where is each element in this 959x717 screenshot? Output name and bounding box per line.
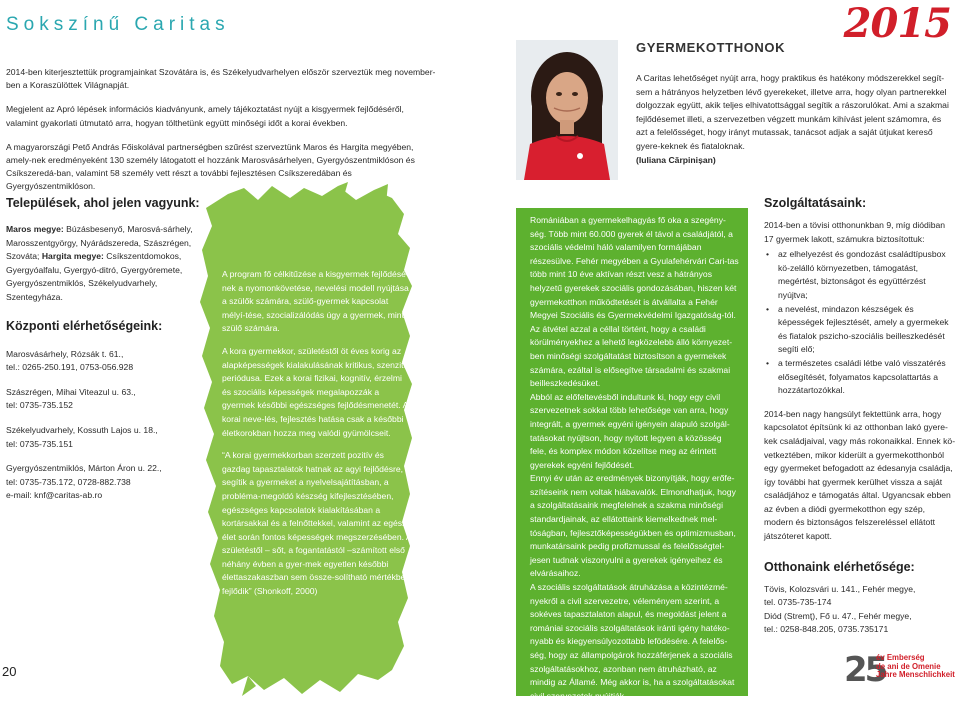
intro-paragraph-1: 2014-ben kiterjesztettük programjainkat Szovátára is, és Székelyudvarhelyen először szerveztük meg november-ben a Koraszülöttek Világnapját. <box>6 67 436 91</box>
splash-paragraph-2: A kora gyermekkor, születéstől öt éves korig az alapképességek kialakulásának kritikus, szenzitív periódusa. Ezek a korai fizikai, kognitív, érzelmi és szociális képességek megalapozzák a gyermek későbbi egészséges fejlődésmenetét. A korai neve-lés, fejlesztés hatása csak a későbbi életkorokban hozza meg valódi gyümölcseit. <box>222 345 411 438</box>
anniversary-line-1: év Emberség <box>876 653 925 662</box>
anniversary-line-2: de ani de Omenie <box>876 661 941 671</box>
page-number: 20 <box>2 664 17 679</box>
services-intro: 2014-ben a tövisi otthonunkban 9, míg diódiban 17 gyermek lakott, számukra biztosítottuk: <box>764 220 946 244</box>
anniversary-logo <box>844 650 958 694</box>
services-paragraph-2: 2014-ben nagy hangsúlyt fektettünk arra, hogy kapcsolatot építsünk ki az otthonban lakó gyere-kek családjaival, vagy más rokonaikkal. Ennek kö-vetkeztében, mikor kiderült a gyermekotthonból egy gyermeket befogadott az édesanyja családja, így további hat gyermek kerülhet vissza a saját családjához e támogatás által. Ugyancsak ebben az évben a diódi gyermekotthon egy szép, modern és biztonságos felszereléssel ellátott játszóteret kapott. <box>764 408 956 542</box>
green-column-text: Romániában a gyermekelhagyás fő oka a szegény-ség. Több mint 60.000 gyerek él távol a családjától, a szociális védelmi háló valamilyen formájában részesülve. Fehér megyében a Gyulafehérvári Cari-tas több mint 10 éve aktívan részt vesz a hátrányos helyzetű gyerekek szociális gondozásában, hiszen két gyermekotthon működtetését is átvállalta a Fehér Megyei Szociális és Gyermekvédelmi Igazgatóság-tól. Az átvétel azzal a céllal történt, hogy a családi körülményekhez a lehető legközelebb álló környezet-ben minőségi szolgáltatást biztosítson a gyermekek számára, ezáltal is elősegítve társadalmi és szakmai beilleszkedésüket. Abból az előfeltevésből indultunk ki, hogy egy civil szervezetnek sokkal több lehetősége van arra, hogy integrált, a gyermek egyéni igényein alapuló szolgál-tatásokat nyújtson, hogy nyitott legyen a közösség fele, és komplex módon közelítse meg az érintett gyerekek egyéni fejlődését. Ennyi év után az eredmények bizonyítják, hogy erőfe-szítéseink nem voltak hiábavalók. Elmondhatjuk, hogy a szolgáltatásaink megfelelnek a szakma minőségi standardjainak, az ellátottaink kiemelkednek mel-tóságban, fejlesztőképességükben és optimizmusban, munkatársaink pedig profizmussal és felelősségtel-jesen tudnak viszonyulni a gyerekek igényeihez és elvárásaihoz. A szociális szolgáltatások átruházása a közintézmé-nyekről a civil szervezetre, véleményem szerint, a sokéves tapasztalaton alapul, és megoldást jelent a romániai szociális szolgáltatások iránti igény hatéko-nyabb és kiegyensúlyozottabb lefödésére. A felelős-ség, hogy az állampolgárok hozzáférjenek a szociális szolgáltatásokhoz, azonban nem átruházható, az mindig az Államé. Még akkor is, ha a szolgáltatásokat civil szervezetek nyújtják. (Cristea Mihaela) <box>530 215 739 715</box>
otthon-text: Tövis, Kolozsvári u. 141., Fehér megye, tel. 0735-735-174 Diód (Stremț), Fő u. 47., Fehér megye, tel.: 0258-848.205, 0735.735171 <box>764 583 916 635</box>
intro-paragraph-2: Megjelent az Apró lépések információs kiadványunk, amely tájékoztatást nyújt a kisgyermek fejlődéséről, valamint gyakorlati útmutató arra, hogyan tölthetünk együtt minőségi időt a korai években. <box>6 104 404 128</box>
splash-paragraph-3: “A korai gyermekkorban szerzett pozitív és gazdag tapasztalatok hatnak az agyi fejlődésre, segítik a gyermeket a nyelvelsajátításban, a problémа-megoldó készség kifejlesztésében, egészséges kapcsolatok kialakításában a kortársakkal és a felnőttekkel, valamint az egész élet során fontos képességek megszerzésében. A születéstől – sőt, a fogantatástól –számított első néhány évben a gyer-mek egyetlen későbbi élettaszakaszban sem össze-solítható mértékben fejlődik” (Shonkoff, 2000) <box>222 450 412 597</box>
gyermekotthonok-signature: (Iuliana Cărpinișan) <box>636 154 716 165</box>
otthon-heading: Otthonaink elérhetősége: <box>764 559 915 574</box>
contact-item: Szászrégen, Mihai Viteazul u. 63., tel: 0735-735.152 <box>6 386 136 411</box>
list-item: • a természetes családi létbe való visszatérés elősegítését, folyamatos kapcsolattartás a hozzátartozókkal. <box>764 357 956 398</box>
splash-paragraph-1: A program fő célkitűzése a kisgyermek fejlődésé-nek a nyomonkövetése, nevelési modell nyújtása a szülők számára, szülő-gyermek kapcsolat mélyí-tése, szocializálódás úgy a gyermek, mint a szülő számára. <box>222 269 412 334</box>
contact-item: Gyergyószentmiklós, Márton Áron u. 22., tel: 0735-735.172, 0728-882.738 e-mail: knf@caritas-ab.ro <box>6 463 162 501</box>
anniversary-line-3: Jahre Menschlichkeit <box>876 670 955 680</box>
year-logo: 2015 <box>843 0 951 47</box>
locations-heading: Települések, ahol jelen vagyunk: <box>6 196 200 210</box>
services-list <box>764 248 956 398</box>
portrait-photo <box>516 40 618 180</box>
hargita-label: Hargita megye: <box>41 251 104 262</box>
contact-item: Marosvásárhely, Rózsák t. 61., tel.: 0265-250.191, 0753-056.928 <box>6 348 134 373</box>
locations-text <box>6 223 206 305</box>
locations-column <box>6 196 206 514</box>
intro-text <box>6 66 436 205</box>
contact-item: Székelyudvarhely, Kossuth Lajos u. 18., tel: 0735-735.151 <box>6 424 158 449</box>
gyermekotthonok-paragraph: A Caritas lehetőséget nyújt arra, hogy praktikus és hatékony módszerekkel segít-sem a hátrányos helyzetben lévő gyerekeket, illetve arra, hogy olyan partnerekkel dolgozzak együtt, akik teljes elhivatottsággal segítik a rászorulókat. Ami a szakmai fejlődésemet illeti, a szervezetben végzett munkám kihívást jelent számomra, és azt a felelősséget, hogy irányt mutassak, tanácsot adjak a saját útjukat kereső gyere-keknek és fiataloknak. <box>636 73 949 151</box>
list-item: • az elhelyezést és gondozást családtípusbox kö-zelálló környezetben, támogatást, megértést, biztonságot és együttérzést nyújtva; <box>764 248 956 302</box>
contacts-heading: Központi elérhetőségeink: <box>6 318 163 333</box>
hargita-text: Csíkszentdomokos, Gyergyóalfalu, Gyergyó-ditró, Gyergyóremete, Gyergyószentmiklós, Székelyudvarhely, Szentegyháza. <box>6 251 183 302</box>
portrait-illustration <box>516 40 618 180</box>
intro-paragraph-3: A magyarországi Pető András Főiskolával partnerségben szűrést szerveztünk Maros és Hargita megyében, amely-nek eredményeként 130 személy látogatott el hozzánk Marosvásárhelyen, Gyergyószentmiklóson és Csíkszeredá-ban, valamint 58 személy vett részt a további fejlesztésen Csíkszeredában és Gyergyószentmiklóson. <box>6 141 415 192</box>
anniversary-text <box>876 654 955 680</box>
services-heading: Szolgáltatásaink: <box>764 196 867 210</box>
services-column <box>764 196 956 647</box>
splash-text <box>222 268 412 608</box>
anniversary-number: 25 <box>844 650 886 690</box>
list-item: • a nevelést, mindazon készségek és képességek fejlesztését, amely a gyermekek és fiatalok pszicho-szociális beilleszkedését segíti elő; <box>764 303 956 357</box>
maros-text: Búzásbesenyő, Marosvá-sárhely, Marosszentgyörgy, Nyárádszereda, Szászrégen, Szováta; <box>6 224 193 262</box>
header-title: Sokszínű Caritas <box>6 14 230 35</box>
gyermekotthonok-heading: GYERMEKOTTHONOK <box>636 40 786 55</box>
gyermekotthonok-text <box>636 72 954 167</box>
maros-label: Maros megye: <box>6 224 64 234</box>
